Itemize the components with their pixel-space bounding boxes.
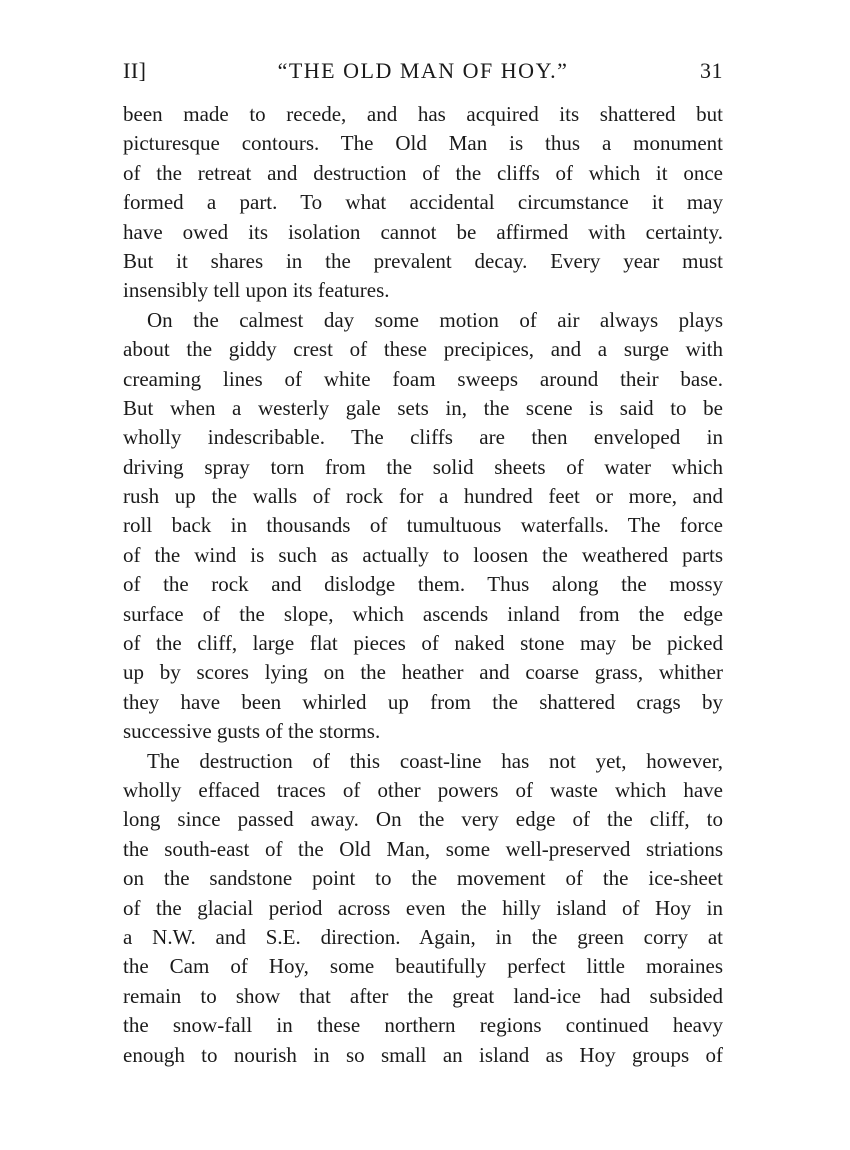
text-line: driving spray torn from the solid sheets of water which	[123, 454, 723, 479]
text-line: On the calmest day some motion of air always plays	[147, 307, 723, 332]
running-head	[123, 58, 723, 88]
text-line: of the cliff, large flat pieces of naked stone may be picked	[123, 631, 723, 656]
text-line: the Cam of Hoy, some beautifully perfect little moraines	[123, 954, 723, 979]
paragraph	[123, 747, 723, 1070]
text-line: remain to show that after the great land-ice had subsided	[123, 983, 723, 1008]
text-line: But it shares in the prevalent decay. Every year must	[123, 248, 723, 273]
text-line: successive gusts of the storms.	[123, 719, 381, 744]
text-line: wholly effaced traces of other powers of waste which have	[123, 777, 723, 802]
text-line: of the rock and dislodge them. Thus along the mossy	[123, 572, 723, 597]
text-line: enough to nourish in so small an island as Hoy groups of	[123, 1042, 723, 1067]
body-text	[123, 100, 723, 1070]
paragraph	[123, 306, 723, 747]
text-line: of the wind is such as actually to loosen the weathered parts	[123, 542, 723, 567]
text-line: they have been whirled up from the shattered crags by	[123, 689, 723, 714]
text-line: long since passed away. On the very edge of the cliff, to	[123, 807, 723, 832]
text-line: been made to recede, and has acquired its shattered but	[123, 102, 723, 126]
text-line: formed a part. To what accidental circumstance it may	[123, 190, 723, 215]
text-line: But when a westerly gale sets in, the scene is said to be	[123, 395, 723, 420]
page-number: 31	[700, 58, 723, 83]
text-line: the snow-fall in these northern regions continued heavy	[123, 1013, 723, 1038]
text-line: creaming lines of white foam sweeps around their base.	[123, 366, 723, 391]
chapter-number: II]	[123, 58, 147, 83]
text-line: picturesque contours. The Old Man is thus a monument	[123, 131, 723, 156]
text-line: wholly indescribable. The cliffs are then enveloped in	[123, 425, 723, 450]
text-line: have owed its isolation cannot be affirmed with certainty.	[123, 219, 723, 244]
running-title: “THE OLD MAN OF HOY.”	[277, 58, 569, 83]
paragraph	[123, 100, 723, 306]
text-line: up by scores lying on the heather and coarse grass, whither	[123, 660, 723, 685]
text-line: insensibly tell upon its features.	[123, 278, 390, 303]
text-line: on the sandstone point to the movement of the ice-sheet	[123, 866, 723, 891]
text-line: roll back in thousands of tumultuous waterfalls. The force	[123, 513, 723, 538]
text-line: rush up the walls of rock for a hundred feet or more, and	[123, 484, 723, 509]
text-line: of the glacial period across even the hilly island of Hoy in	[123, 895, 723, 920]
text-line: a N.W. and S.E. direction. Again, in the green corry at	[123, 924, 723, 949]
text-line: of the retreat and destruction of the cliffs of which it once	[123, 160, 723, 185]
text-line: The destruction of this coast-line has not yet, however,	[147, 748, 723, 773]
text-line: about the giddy crest of these precipices, and a surge with	[123, 337, 723, 362]
text-line: surface of the slope, which ascends inland from the edge	[123, 601, 723, 626]
text-line: the south-east of the Old Man, some well-preserved striations	[123, 836, 723, 861]
